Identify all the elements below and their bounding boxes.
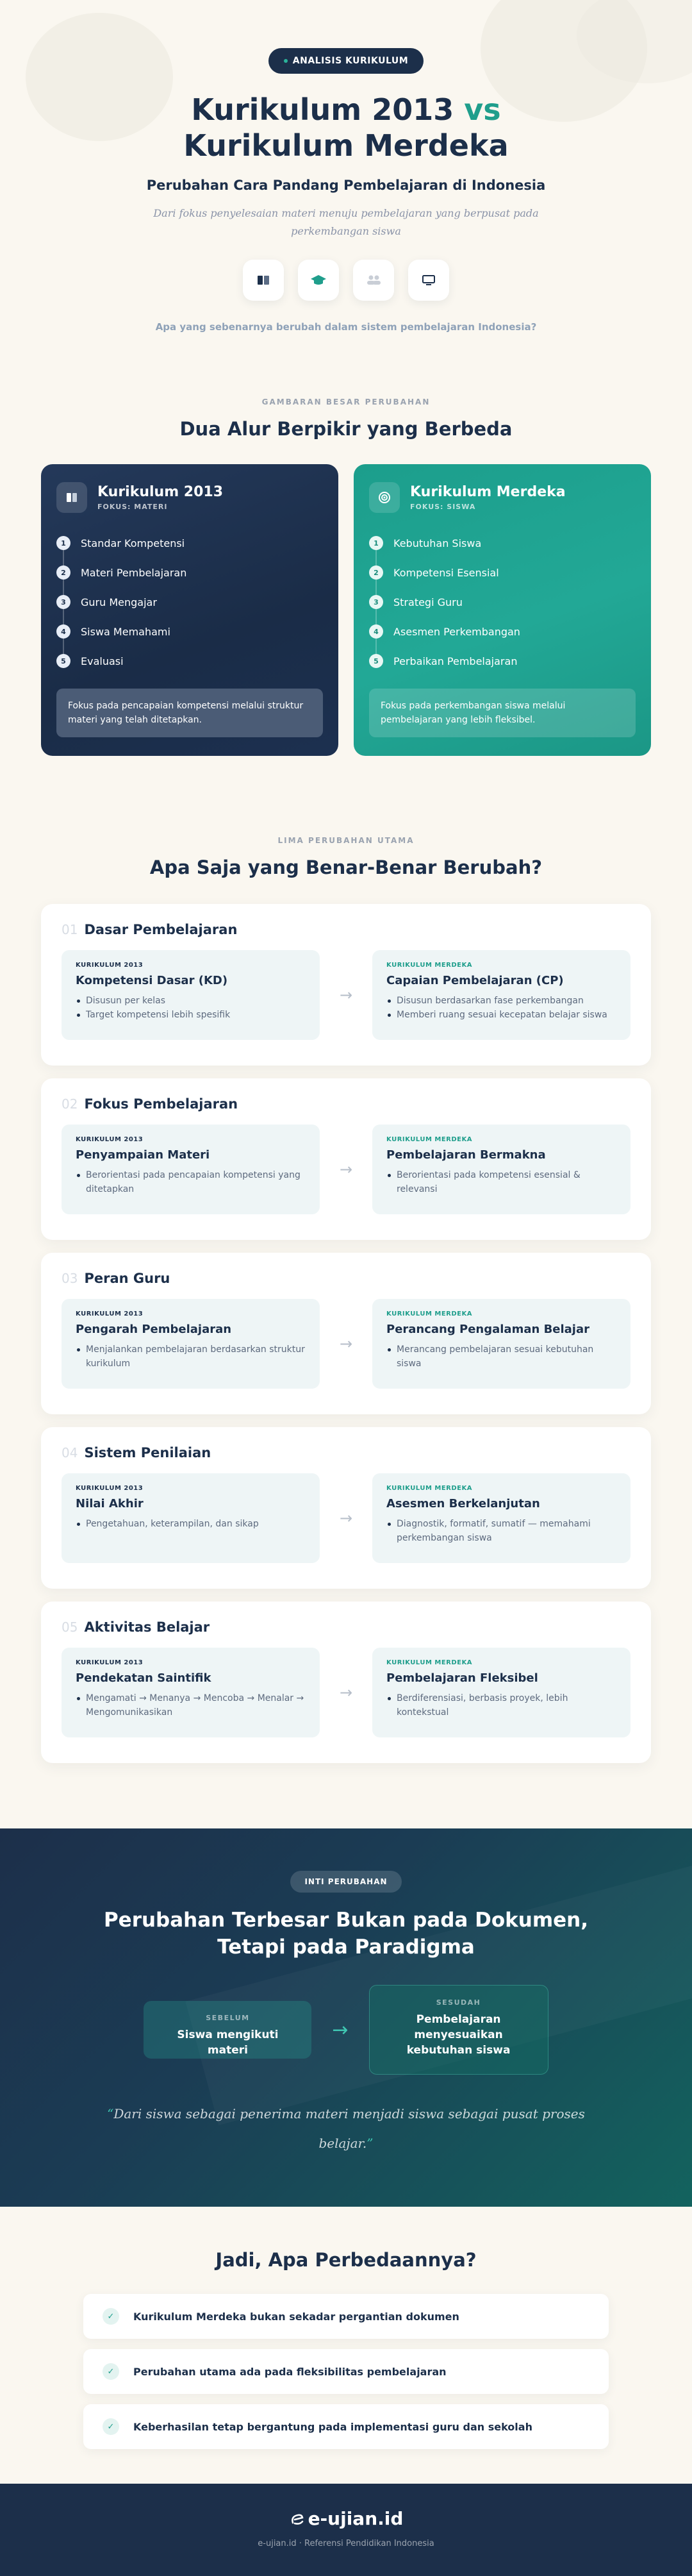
change-title: Sistem Penilaian <box>84 1445 211 1460</box>
change-card-header <box>62 922 630 937</box>
title-line1: Kurikulum 2013 <box>191 92 454 127</box>
k13-step-item <box>56 617 323 646</box>
hero-badge <box>268 48 424 74</box>
check-icon: ✓ <box>103 2418 119 2435</box>
step-label: Kebutuhan Siswa <box>393 537 482 549</box>
change-card-header <box>62 1445 630 1460</box>
step-number: 1 <box>56 536 70 550</box>
step-number: 4 <box>56 624 70 639</box>
step-label: Asesmen Perkembangan <box>393 625 520 638</box>
merdeka-point: Disusun berdasarkan fase perkembangan <box>386 994 616 1008</box>
merdeka-card-note: Fokus pada perkembangan siswa melalui pembelajaran yang lebih fleksibel. <box>369 689 636 737</box>
k13-box-title: Pengarah Pembelajaran <box>76 1323 232 1336</box>
paradigm-after-value: Pembelajaran menyesuaikan kebutuhan siswa <box>406 2013 511 2057</box>
arrow-right-icon: → <box>332 2018 349 2041</box>
merdeka-point-list <box>386 1168 616 1196</box>
summary-title: Jadi, Apa Perbedaannya? <box>215 2249 477 2271</box>
merdeka-point-list <box>386 1517 616 1545</box>
k13-point: Berorientasi pada pencapaian kompetensi yang ditetapkan <box>76 1168 306 1196</box>
merdeka-step-item <box>369 617 636 646</box>
k13-box-label: KURIKULUM 2013 <box>76 1659 144 1666</box>
step-number: 3 <box>56 595 70 609</box>
merdeka-box-title: Capaian Pembelajaran (CP) <box>386 974 564 987</box>
step-number: 3 <box>369 595 383 609</box>
k13-step-item <box>56 528 323 558</box>
change-number: 01 <box>62 922 78 937</box>
change-comparison <box>62 1299 630 1389</box>
change-list <box>41 904 651 1763</box>
paradigm-badge: INTI PERUBAHAN <box>290 1871 401 1893</box>
k13-point: Mengamati → Menanya → Mencoba → Menalar → Mengomunikasikan <box>76 1691 306 1719</box>
compare-title: Dua Alur Berpikir yang Berbeda <box>179 418 513 440</box>
k13-box <box>62 1648 320 1737</box>
summary-section <box>0 2207 692 2484</box>
changes-title: Apa Saja yang Benar-Benar Berubah? <box>149 857 543 878</box>
k13-card-note: Fokus pada pencapaian kompetensi melalui struktur materi yang telah ditetapkan. <box>56 689 323 737</box>
step-label: Evaluasi <box>81 655 124 667</box>
book-icon <box>243 260 284 301</box>
merdeka-point: Memberi ruang sesuai kecepatan belajar siswa <box>386 1008 616 1022</box>
summary-item <box>83 2349 609 2394</box>
hero-description: Dari fokus penyelesaian materi menuju pembelajaran yang berpusat pada perkembangan siswa <box>153 207 539 237</box>
change-number: 03 <box>62 1271 78 1286</box>
book-open-icon <box>56 482 87 513</box>
merdeka-step-item <box>369 587 636 617</box>
k13-box <box>62 1125 320 1214</box>
merdeka-box <box>372 1299 630 1389</box>
merdeka-box-title: Pembelajaran Bermakna <box>386 1148 546 1162</box>
k13-box-title: Pendekatan Saintifik <box>76 1671 211 1685</box>
paradigm-before-label: SEBELUM <box>206 2014 250 2022</box>
badge-dot <box>284 59 288 63</box>
merdeka-box-title: Pembelajaran Fleksibel <box>386 1671 538 1685</box>
merdeka-box-label: KURIKULUM MERDEKA <box>386 1659 472 1666</box>
merdeka-box-title: Perancang Pengalaman Belajar <box>386 1323 590 1336</box>
change-title: Dasar Pembelajaran <box>84 922 238 937</box>
k13-step-item <box>56 646 323 676</box>
k13-point-list <box>76 1691 306 1719</box>
arrow-right-icon: → <box>339 1509 353 1527</box>
quote-text: Dari siswa sebagai penerima materi menjadi siswa sebagai pusat proses belajar. <box>113 2106 585 2151</box>
merdeka-box <box>372 1125 630 1214</box>
merdeka-point: Diagnostik, formatif, sumatif — memahami perkembangan siswa <box>386 1517 616 1545</box>
change-card <box>41 1078 651 1240</box>
target-icon <box>369 482 400 513</box>
k13-point-list <box>76 1168 306 1196</box>
change-card-header <box>62 1619 630 1635</box>
check-icon: ✓ <box>103 2308 119 2325</box>
merdeka-box-label: KURIKULUM MERDEKA <box>386 1136 472 1143</box>
merdeka-step-item <box>369 646 636 676</box>
k13-card-focus: FOKUS: MATERI <box>97 503 168 511</box>
changes-section <box>0 756 692 1763</box>
k13-box <box>62 950 320 1040</box>
change-card <box>41 1602 651 1763</box>
paradigm-before-box <box>144 2001 311 2059</box>
quote-close-mark: ” <box>367 2136 374 2151</box>
step-number: 2 <box>56 565 70 580</box>
check-icon: ✓ <box>103 2363 119 2380</box>
hero-icon-row <box>0 260 692 301</box>
merdeka-box <box>372 1473 630 1563</box>
change-comparison <box>62 950 630 1040</box>
k13-card-title: Kurikulum 2013 <box>97 484 224 500</box>
change-number: 02 <box>62 1096 78 1112</box>
k13-box-label: KURIKULUM 2013 <box>76 1136 144 1143</box>
change-card <box>41 1253 651 1414</box>
merdeka-card-title: Kurikulum Merdeka <box>410 484 566 500</box>
merdeka-point-list <box>386 994 616 1022</box>
change-number: 04 <box>62 1445 78 1460</box>
page-title <box>0 92 692 163</box>
merdeka-box <box>372 950 630 1040</box>
step-label: Perbaikan Pembelajaran <box>393 655 518 667</box>
step-number: 1 <box>369 536 383 550</box>
change-card-header <box>62 1271 630 1286</box>
summary-item <box>83 2294 609 2339</box>
merdeka-card <box>354 464 651 756</box>
k13-box-label: KURIKULUM 2013 <box>76 962 144 969</box>
summary-list <box>83 2294 609 2449</box>
k13-point-list <box>76 994 306 1022</box>
merdeka-step-item <box>369 558 636 587</box>
merdeka-point: Berdiferensiasi, berbasis proyek, lebih kontekstual <box>386 1691 616 1719</box>
title-vs: vs <box>464 92 501 127</box>
k13-box-label: KURIKULUM 2013 <box>76 1485 144 1492</box>
compare-eyebrow: GAMBARAN BESAR PERUBAHAN <box>261 397 431 406</box>
paradigm-flow <box>0 1985 692 2075</box>
merdeka-point: Berorientasi pada kompetensi esensial & relevansi <box>386 1168 616 1196</box>
k13-point: Disusun per kelas <box>76 994 306 1008</box>
merdeka-box-label: KURIKULUM MERDEKA <box>386 1485 472 1492</box>
paradigm-quote <box>103 2099 589 2158</box>
k13-point: Pengetahuan, keterampilan, dan sikap <box>76 1517 306 1531</box>
merdeka-box-title: Asesmen Berkelanjutan <box>386 1497 540 1510</box>
hero-badge-label: ANALISIS KURIKULUM <box>292 56 409 66</box>
step-label: Materi Pembelajaran <box>81 566 187 579</box>
arrow-right-icon: → <box>339 1684 353 1702</box>
merdeka-box <box>372 1648 630 1737</box>
compare-cards <box>41 464 651 756</box>
change-card-header <box>62 1096 630 1112</box>
paradigm-after-label: SESUDAH <box>436 1998 481 2007</box>
graduation-cap-icon <box>298 260 339 301</box>
footer-logo[interactable] <box>289 2508 404 2529</box>
change-title: Fokus Pembelajaran <box>84 1096 238 1112</box>
paradigm-after-box <box>369 1985 548 2075</box>
compare-section <box>0 346 692 756</box>
k13-step-item <box>56 587 323 617</box>
merdeka-point: Merancang pembelajaran sesuai kebutuhan siswa <box>386 1342 616 1371</box>
k13-box-title: Kompetensi Dasar (KD) <box>76 974 228 987</box>
merdeka-box-label: KURIKULUM MERDEKA <box>386 1310 472 1317</box>
change-comparison <box>62 1125 630 1214</box>
change-number: 05 <box>62 1619 78 1635</box>
footer-tagline: e-ujian.id · Referensi Pendidikan Indonesia <box>258 2538 434 2548</box>
k13-card <box>41 464 338 756</box>
change-title: Peran Guru <box>84 1271 170 1286</box>
paradigm-title: Perubahan Terbesar Bukan pada Dokumen, Tetapi pada Paradigma <box>103 1909 589 1959</box>
change-card <box>41 904 651 1066</box>
merdeka-point-list <box>386 1691 616 1719</box>
merdeka-step-list <box>369 528 636 676</box>
change-card <box>41 1427 651 1589</box>
merdeka-box-label: KURIKULUM MERDEKA <box>386 962 472 969</box>
change-comparison <box>62 1473 630 1563</box>
step-number: 5 <box>56 654 70 668</box>
step-number: 5 <box>369 654 383 668</box>
arrow-right-icon: → <box>339 1160 353 1178</box>
change-title: Aktivitas Belajar <box>84 1619 210 1635</box>
step-number: 4 <box>369 624 383 639</box>
logo-mark-icon <box>289 2511 306 2527</box>
summary-item <box>83 2404 609 2449</box>
summary-item-text: Kurikulum Merdeka bukan sekadar pergantian dokumen <box>133 2310 459 2323</box>
step-number: 2 <box>369 565 383 580</box>
k13-box <box>62 1299 320 1389</box>
footer <box>0 2484 692 2576</box>
k13-box-title: Nilai Akhir <box>76 1497 144 1510</box>
k13-box <box>62 1473 320 1563</box>
title-line2: Kurikulum Merdeka <box>183 128 509 163</box>
step-label: Strategi Guru <box>393 596 463 608</box>
monitor-icon <box>408 260 449 301</box>
k13-point-list <box>76 1517 306 1531</box>
changes-eyebrow: LIMA PERUBAHAN UTAMA <box>277 836 415 845</box>
step-label: Kompetensi Esensial <box>393 566 499 579</box>
k13-box-label: KURIKULUM 2013 <box>76 1310 144 1317</box>
summary-item-text: Keberhasilan tetap bergantung pada implementasi guru dan sekolah <box>133 2420 532 2433</box>
hero-section <box>0 0 692 346</box>
merdeka-card-header <box>369 482 636 513</box>
arrow-right-icon: → <box>339 1335 353 1353</box>
step-label: Guru Mengajar <box>81 596 157 608</box>
footer-logo-text: e-ujian.id <box>308 2508 404 2529</box>
users-icon <box>353 260 394 301</box>
hero-question: Apa yang sebenarnya berubah dalam sistem pembelajaran Indonesia? <box>155 321 537 333</box>
k13-box-title: Penyampaian Materi <box>76 1148 210 1162</box>
paradigm-section <box>0 1828 692 2207</box>
k13-point-list <box>76 1342 306 1371</box>
paradigm-before-value: Siswa mengikuti materi <box>177 2028 279 2057</box>
quote-open-mark: “ <box>107 2106 114 2121</box>
hero-subtitle: Perubahan Cara Pandang Pembelajaran di Indonesia <box>146 178 546 193</box>
k13-point: Target kompetensi lebih spesifik <box>76 1008 306 1022</box>
merdeka-card-focus: FOKUS: SISWA <box>410 503 476 511</box>
k13-step-item <box>56 558 323 587</box>
k13-point: Menjalankan pembelajaran berdasarkan struktur kurikulum <box>76 1342 306 1371</box>
k13-card-header <box>56 482 323 513</box>
step-label: Standar Kompetensi <box>81 537 185 549</box>
arrow-right-icon: → <box>339 986 353 1004</box>
merdeka-step-item <box>369 528 636 558</box>
k13-step-list <box>56 528 323 676</box>
step-label: Siswa Memahami <box>81 625 170 638</box>
merdeka-point-list <box>386 1342 616 1371</box>
summary-item-text: Perubahan utama ada pada fleksibilitas pembelajaran <box>133 2365 447 2378</box>
change-comparison <box>62 1648 630 1737</box>
